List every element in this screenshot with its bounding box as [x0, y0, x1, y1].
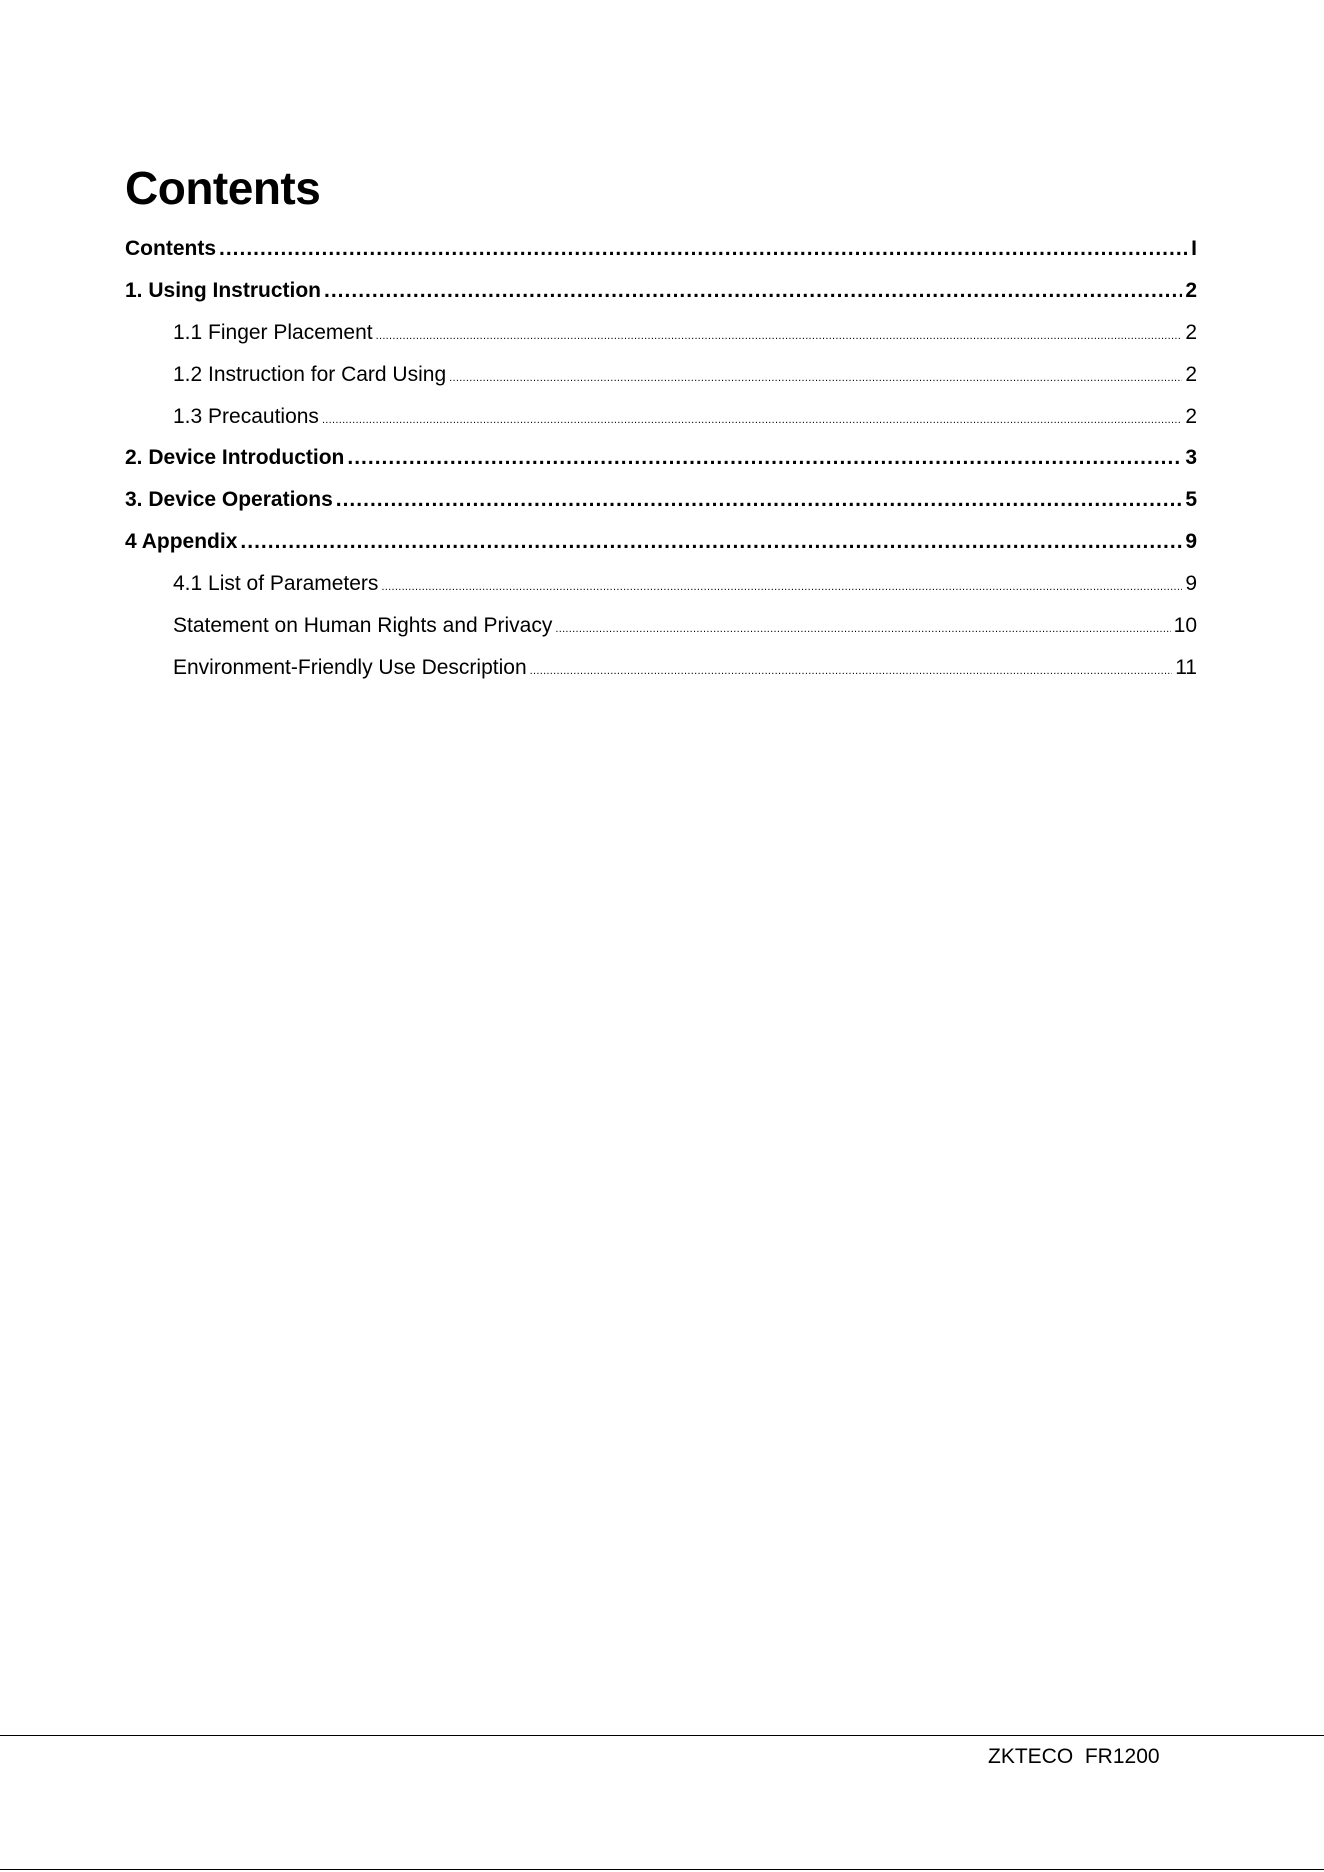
toc-entry-page: 2: [1185, 404, 1197, 428]
toc-entry-page: I: [1191, 237, 1197, 260]
toc-dot-leader: [376, 316, 1183, 353]
table-of-contents: [125, 232, 1197, 693]
toc-entry-page: 10: [1173, 614, 1197, 638]
toc-entry-title: 2. Device Introduction: [125, 446, 345, 470]
toc-entry-precautions[interactable]: [125, 400, 1197, 442]
toc-entry-device-introduction[interactable]: [125, 441, 1197, 483]
toc-dot-leader: [449, 358, 1182, 395]
toc-entry-page: 3: [1185, 446, 1197, 470]
toc-entry-card-using[interactable]: [125, 358, 1197, 400]
toc-dot-leader: [324, 274, 1182, 308]
toc-dot-leader: [530, 651, 1173, 688]
toc-entry-contents[interactable]: [125, 232, 1197, 274]
toc-dot-leader: [555, 609, 1170, 646]
toc-entry-page: 9: [1185, 530, 1197, 554]
toc-entry-device-operations[interactable]: [125, 483, 1197, 525]
page-bottom-edge: [0, 1869, 1324, 1870]
toc-entry-page: 2: [1185, 362, 1197, 386]
toc-entry-title: 3. Device Operations: [125, 488, 333, 512]
toc-entry-title: 1.2 Instruction for Card Using: [173, 362, 447, 386]
toc-entry-environment-friendly[interactable]: [125, 651, 1197, 693]
toc-entry-appendix[interactable]: [125, 525, 1197, 567]
toc-entry-finger-placement[interactable]: [125, 316, 1197, 358]
page-title: Contents: [125, 162, 321, 214]
toc-dot-leader: [322, 400, 1182, 437]
toc-entry-title: Statement on Human Rights and Privacy: [173, 614, 553, 638]
toc-entry-page: 2: [1185, 320, 1197, 344]
toc-entry-page: 11: [1175, 655, 1197, 679]
toc-dot-leader: [347, 441, 1182, 475]
toc-dot-leader: [219, 232, 1188, 266]
toc-entry-page: 2: [1185, 278, 1197, 302]
toc-entry-title: Contents: [125, 237, 216, 260]
toc-entry-title: Environment-Friendly Use Description: [173, 655, 527, 679]
toc-entry-page: 9: [1185, 572, 1197, 596]
toc-entry-page: 5: [1185, 488, 1197, 512]
toc-dot-leader: [336, 483, 1183, 517]
toc-dot-leader: [381, 567, 1182, 604]
toc-entry-title: 1. Using Instruction: [125, 278, 322, 302]
toc-entry-title: 4 Appendix: [125, 530, 238, 554]
toc-entry-human-rights-privacy[interactable]: [125, 609, 1197, 651]
toc-entry-using-instruction[interactable]: [125, 274, 1197, 316]
toc-entry-list-of-parameters[interactable]: [125, 567, 1197, 609]
toc-entry-title: 1.3 Precautions: [173, 404, 319, 428]
toc-dot-leader: [240, 525, 1182, 559]
toc-entry-title: 4.1 List of Parameters: [173, 572, 379, 596]
footer-product-label: ZKTECO FR1200: [988, 1745, 1160, 1768]
footer-divider: [0, 1735, 1324, 1736]
toc-entry-title: 1.1 Finger Placement: [173, 320, 373, 344]
